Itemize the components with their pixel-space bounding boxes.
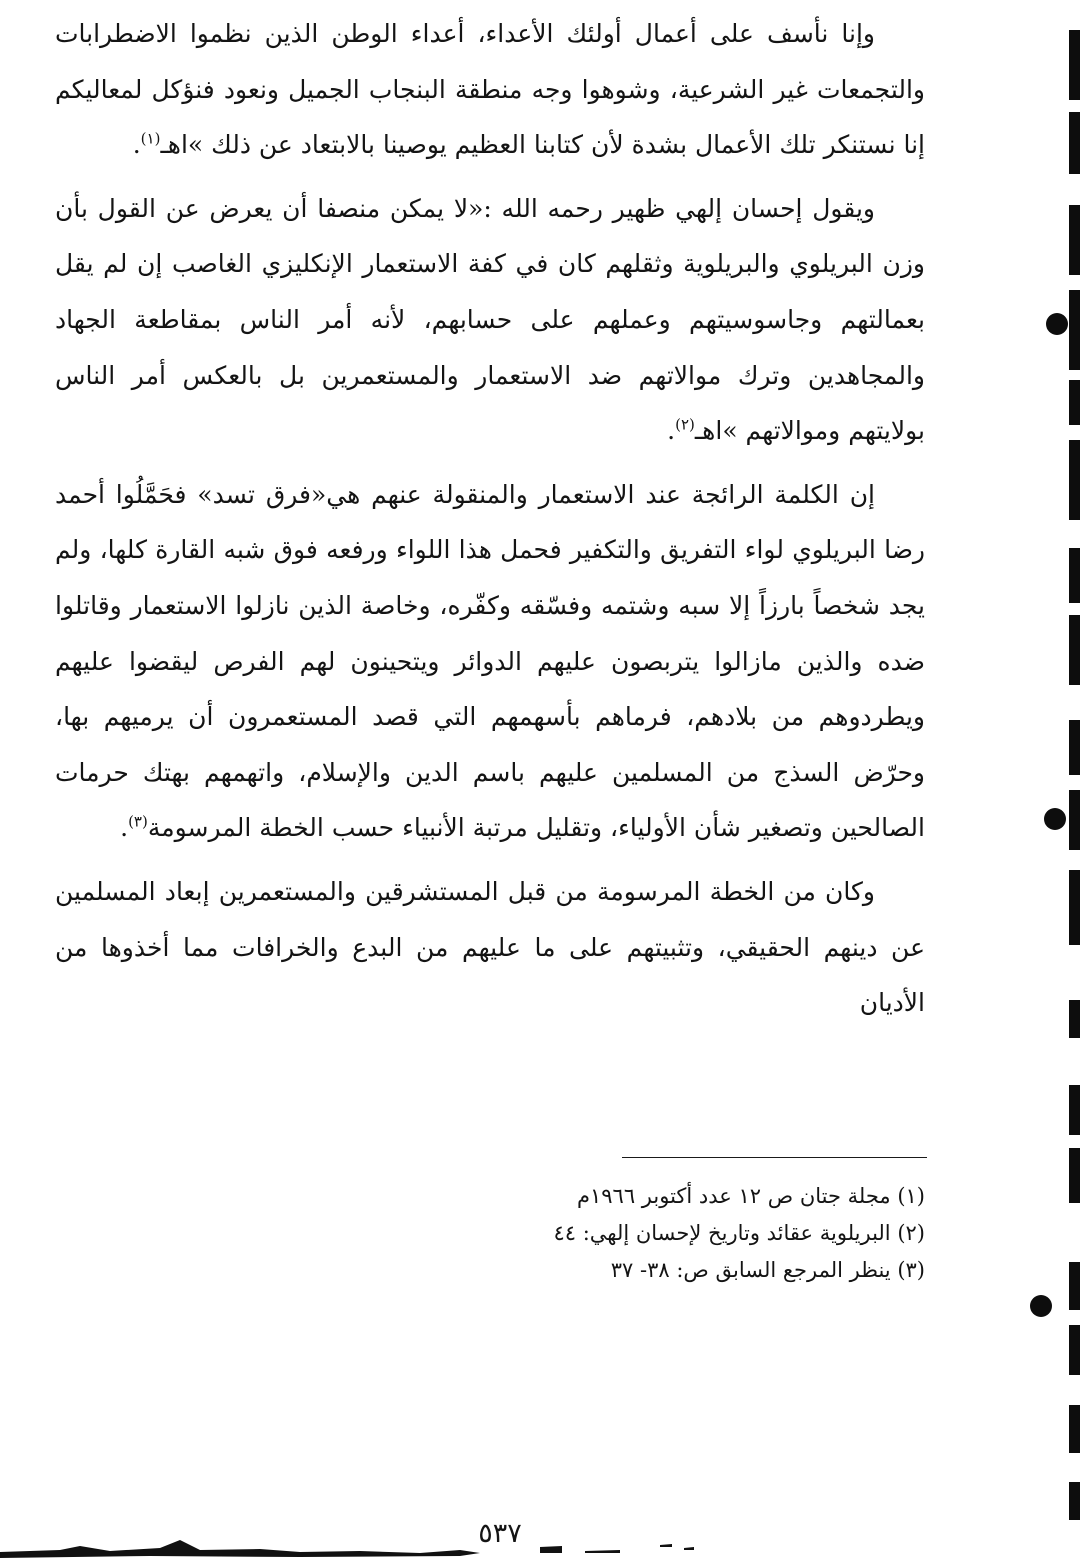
footnote-ref-3: (٣): [128, 812, 148, 831]
scan-bottom-smudge: [0, 1520, 700, 1562]
binding-mark: [1069, 30, 1080, 100]
binding-mark: [1069, 615, 1080, 685]
footnote-2: (٢) البريلوية عقائد وتاريخ لإحسان إلهي: ٤٤: [553, 1221, 925, 1245]
paragraph-1: [55, 6, 925, 173]
paragraph-2-text: ويقول إحسان إلهي ظهير رحمه الله :«لا يمكن منصفا أن يعرض عن القول بأن وزن البريلوي والبريلوية وثقلهم كان في كفة الاستعمار الإنكليزي الغاصب إن لم يقل بعمالتهم وجاسوسيتهم وعملهم على حسابهم، لأنه أمر الناس بمقاطعة الجهاد والمجاهدين وترك موالاتهم ضد الاستعمار والمستعمرين بل بالعكس أمر الناس بولايتهم وموالاتهم »اهـ: [55, 193, 925, 446]
page-number: ٥٣٧: [478, 1518, 522, 1549]
footnotes: [300, 1178, 925, 1289]
binding-mark: [1069, 548, 1080, 603]
binding-mark: [1069, 1325, 1080, 1375]
paragraph-3: [55, 467, 925, 856]
paragraph-4: [55, 864, 925, 1031]
main-text: [55, 6, 925, 1031]
paragraph-2: [55, 181, 925, 459]
binding-mark: [1069, 380, 1080, 425]
paragraph-1-end: .: [132, 130, 141, 160]
binding-mark: [1069, 1405, 1080, 1453]
paragraph-1-text: وإنا نأسف على أعمال أولئك الأعداء، أعداء الوطن الذين نظموا الاضطرابات والتجمعات غير الشرعية، وشوهوا وجه منطقة البنجاب الجميل ونعود فنؤكل لمعاليكم إنا نستنكر تلك الأعمال بشدة لأن كتابنا العظيم يوصينا بالابتعاد عن ذلك »اهـ: [55, 19, 925, 160]
binding-mark: [1069, 1262, 1080, 1310]
binding-dot: [1044, 808, 1066, 830]
footnote-divider: [622, 1157, 927, 1158]
binding-mark: [1069, 870, 1080, 945]
binding-dot: [1030, 1295, 1052, 1317]
paragraph-2-end: .: [667, 416, 676, 446]
binding-mark: [1069, 290, 1080, 370]
binding-mark: [1069, 205, 1080, 275]
binding-mark: [1069, 720, 1080, 775]
binding-mark: [1069, 1482, 1080, 1520]
binding-mark: [1069, 790, 1080, 850]
paragraph-3-end: .: [120, 813, 129, 843]
paragraph-4-text: وكان من الخطة المرسومة من قبل المستشرقين والمستعمرين إبعاد المسلمين عن دينهم الحقيقي، وتثبيتهم على ما عليهم من البدع والخرافات مما أخذوها من الأديان: [55, 876, 925, 1018]
binding-mark: [1069, 1085, 1080, 1135]
binding-dot: [1046, 313, 1068, 335]
binding-mark: [1069, 1000, 1080, 1038]
binding-mark: [1069, 112, 1080, 174]
binding-mark: [1069, 440, 1080, 520]
footnote-3: (٣) ينظر المرجع السابق ص: ٣٨- ٣٧: [610, 1258, 925, 1282]
footnote-ref-2: (٢): [675, 415, 695, 434]
binding-mark: [1069, 1148, 1080, 1203]
footnote-ref-1: (١): [140, 129, 161, 148]
paragraph-3-text: إن الكلمة الرائجة عند الاستعمار والمنقولة عنهم هي«فرق تسد» فحَمَّلُوا أحمد رضا البريلوي لواء التفريق والتكفير فحمل هذا اللواء ورفعه فوق شبه القارة كلها، ولم يجد شخصاً بارزاً إلا سبه وشتمه وفسّقه وكفّره، وخاصة الذين نازلوا الاستعمار وقاتلوا ضده والذين مازالوا يتربصون عليهم الدوائر ويتحينون لهم الفرص ليقضوا عليهم ويطردوهم من بلادهم، فرماهم بأسهمهم التي قصد المستعمرون أن يرميهم بها، وحرّض السذج من المسلمين عليهم باسم الدين والإسلام، واتهمهم بهتك حرمات الصالحين وتصغير شأن الأولياء، وتقليل مرتبة الأنبياء حسب الخطة المرسومة: [55, 479, 926, 843]
footnote-1: (١) مجلة جتان ص ١٢ عدد أكتوبر ١٩٦٦م: [576, 1184, 925, 1208]
